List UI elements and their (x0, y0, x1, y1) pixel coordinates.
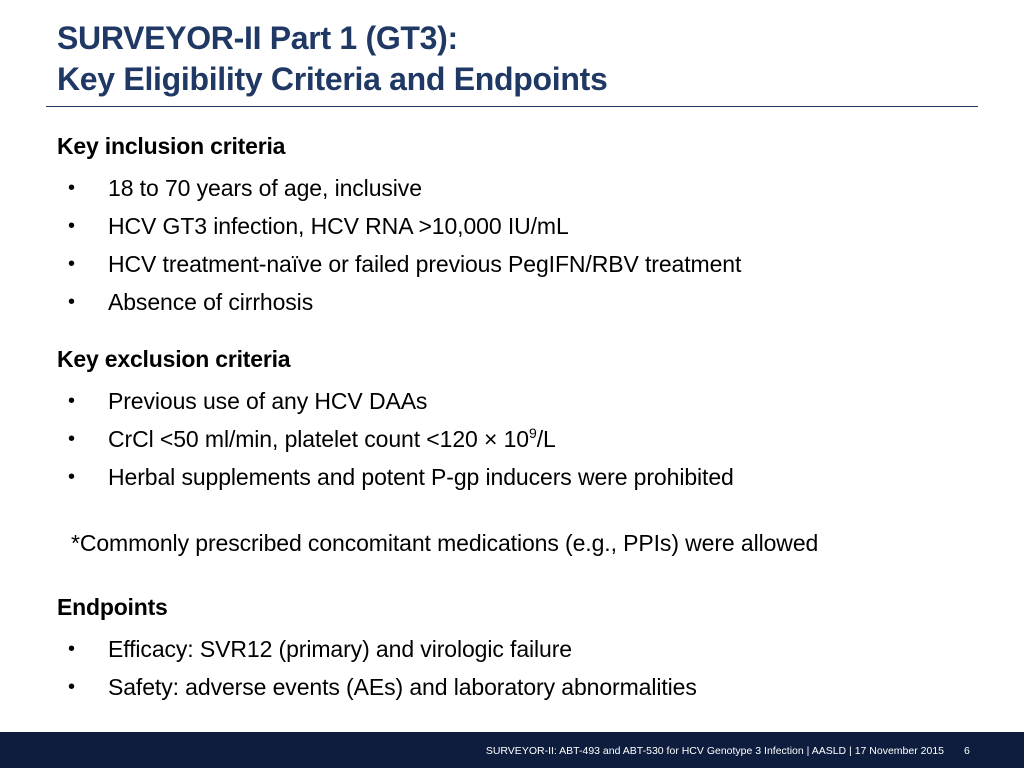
footer-citation: SURVEYOR-II: ABT-493 and ABT-530 for HCV Genotype 3 Infection | AASLD | 17 November 2015 (485, 745, 944, 757)
slide-title-line-2: Key Eligibility Criteria and Endpoints (57, 61, 608, 97)
bullet-icon: • (68, 638, 75, 660)
page-number: 6 (964, 745, 970, 757)
inclusion-item-text: 18 to 70 years of age, inclusive (108, 175, 422, 201)
endpoints-heading: Endpoints (57, 594, 168, 620)
slide-title-line-1: SURVEYOR-II Part 1 (GT3): (57, 20, 458, 56)
exclusion-item-crcl-exponent: 9 (529, 425, 537, 441)
bullet-icon: • (68, 428, 75, 450)
inclusion-item-text: HCV treatment-naïve or failed previous PegIFN/RBV treatment (108, 251, 742, 277)
exclusion-item-text (108, 420, 556, 458)
medications-note: *Commonly prescribed concomitant medications (e.g., PPIs) were allowed (71, 530, 819, 556)
bullet-icon: • (68, 215, 75, 237)
inclusion-item-text: HCV GT3 infection, HCV RNA >10,000 IU/mL (108, 213, 569, 239)
inclusion-item-text: Absence of cirrhosis (108, 289, 314, 315)
exclusion-item-crcl-suffix: /L (536, 426, 556, 452)
title-divider (46, 106, 978, 107)
bullet-icon: • (68, 390, 75, 412)
exclusion-item-text: Previous use of any HCV DAAs (108, 388, 428, 414)
slide-title (57, 18, 607, 100)
bullet-icon: • (68, 177, 75, 199)
exclusion-item-crcl-prefix: CrCl <50 ml/min, platelet count <120 × 10 (108, 426, 529, 452)
bullet-icon: • (68, 291, 75, 313)
bullet-icon: • (68, 253, 75, 275)
inclusion-heading: Key inclusion criteria (57, 133, 286, 159)
exclusion-heading: Key exclusion criteria (57, 346, 291, 372)
endpoint-item-text: Safety: adverse events (AEs) and laboratory abnormalities (108, 674, 697, 700)
bullet-icon: • (68, 466, 75, 488)
bullet-icon: • (68, 676, 75, 698)
endpoint-item-text: Efficacy: SVR12 (primary) and virologic failure (108, 636, 572, 662)
exclusion-item-text: Herbal supplements and potent P-gp inducers were prohibited (108, 464, 734, 490)
footer-bar (0, 732, 1024, 768)
